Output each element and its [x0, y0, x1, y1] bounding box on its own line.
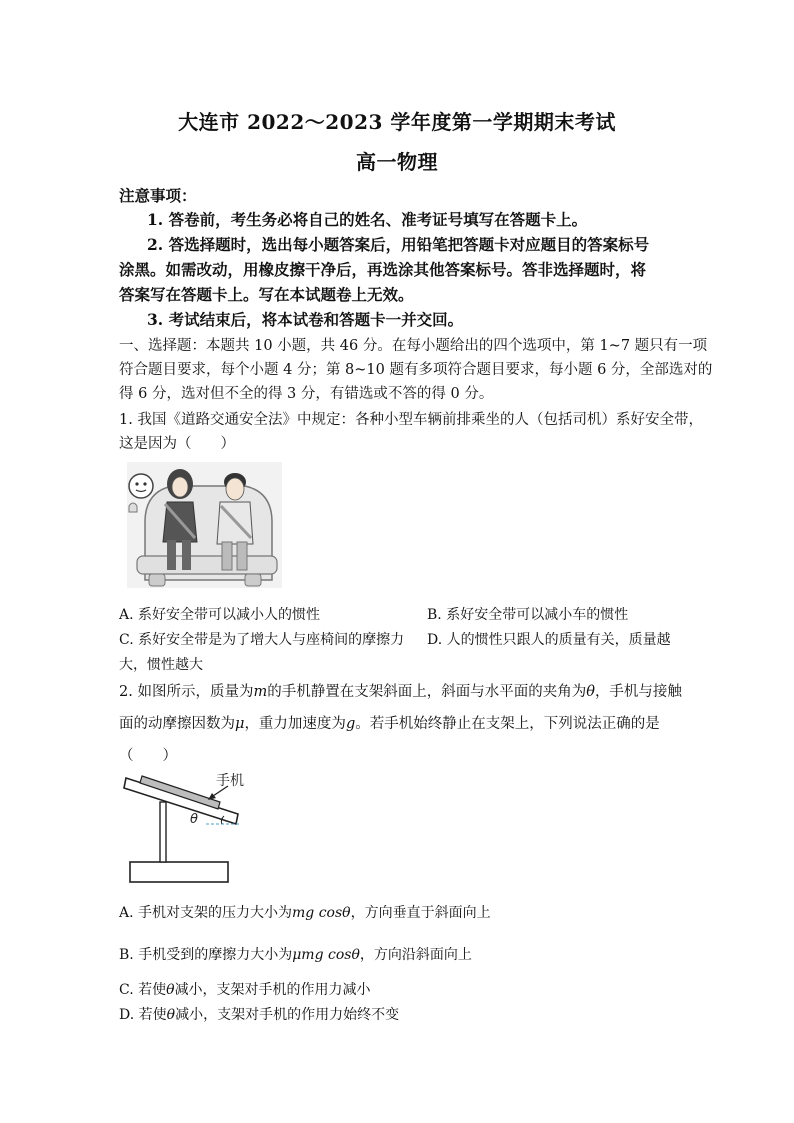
notice-heading: 注意事项： — [119, 186, 197, 205]
q1-option-c: C. 系好安全带是为了增大人与座椅间的摩擦力 — [119, 632, 405, 648]
q1-stem: 1. 我国《道路交通安全法》中规定：各种小型车辆前排乘坐的人（包括司机）系好安全带， — [119, 412, 703, 428]
q1-car-illustration — [127, 462, 282, 588]
exam-title: 大连市 2022～2023 学年度第一学期期末考试 — [178, 110, 616, 134]
q2-fig-label: 手机 — [216, 773, 244, 789]
q2-stem-2 — [119, 712, 660, 733]
q2-option-a — [119, 902, 491, 922]
q2-stem-part-2: 的手机静置在支架斜面上，斜面与水平面的夹角为 — [267, 684, 587, 700]
q2-var-m: m — [253, 684, 268, 700]
q2-answer-paren: （ ） — [119, 748, 177, 764]
q2-option-d-text-2: 减小，支架对手机的作用力始终不变 — [175, 1007, 400, 1023]
exam-subject: 高一物理 — [356, 150, 438, 174]
q1-option-d: D. 人的惯性只跟人的质量有关，质量越 — [427, 632, 671, 648]
q2-option-d-theta: θ — [166, 1007, 176, 1023]
q2-option-c-text: C. 若使 — [119, 982, 167, 998]
q2-stem2-part-1: 面的动摩擦因数为 — [119, 716, 235, 732]
q2-option-c-text-2: 减小，支架对手机的作用力减小 — [174, 982, 371, 998]
q2-option-b-formula: μmg cosθ — [292, 947, 360, 963]
q2-option-c-theta: θ — [166, 982, 175, 998]
q2-option-b — [119, 944, 472, 964]
q2-stem — [119, 680, 682, 701]
notice-item-1: 1. 答卷前，考生务必将自己的姓名、准考证号填写在答题卡上。 — [147, 210, 588, 229]
notice-item-3: 3. 考试结束后，将本试卷和答题卡一并交回。 — [147, 310, 464, 329]
q1-option-d-cont: 大，惯性越大 — [119, 657, 203, 673]
q1-stem-2: 这是因为（ ） — [119, 436, 235, 452]
q2-stem-part-1: 2. 如图所示，质量为 — [119, 684, 254, 700]
q2-stem2-part-2: ，重力加速度为 — [244, 716, 346, 732]
q2-stem-part-3: ，手机与接触 — [594, 684, 682, 700]
q2-option-d-text: D. 若使 — [119, 1007, 167, 1023]
q1-option-a: A. 系好安全带可以减小人的惯性 — [119, 607, 321, 623]
q2-stem2-part-3: 。若手机始终静止在支架上，下列说法正确的是 — [355, 716, 660, 732]
q2-option-a-formula: mg cosθ — [292, 905, 351, 921]
q2-fig-theta: θ — [190, 812, 198, 827]
notice-item-2: 2. 答选择题时，选出每小题答案后，用铅笔把答题卡对应题目的答案标号 — [147, 235, 650, 254]
q2-option-d — [119, 1004, 399, 1024]
q2-var-mu: μ — [235, 716, 245, 732]
q2-var-theta: θ — [586, 684, 595, 700]
section-instructions: 一、选择题：本题共 10 小题，共 46 分。在每小题给出的四个选项中，第 1~7 题只有一项 — [119, 338, 708, 354]
notice-item-2-cont2: 答案写在答题卡上。写在本试题卷上无效。 — [119, 285, 414, 304]
q2-option-a-text-2: ，方向垂直于斜面向上 — [350, 905, 491, 921]
q2-option-b-text: B. 手机受到的摩擦力大小为 — [119, 947, 293, 963]
q1-option-b: B. 系好安全带可以减小车的惯性 — [427, 607, 629, 623]
q2-stand-diagram — [120, 766, 270, 888]
q2-option-a-text: A. 手机对支架的压力大小为 — [119, 905, 293, 921]
q2-option-c — [119, 979, 371, 999]
section-instructions-2: 符合题目要求，每个小题 4 分；第 8~10 题有多项符合题目要求，每小题 6 分，全部选对的 — [119, 362, 713, 378]
q2-option-b-text-2: ，方向沿斜面向上 — [359, 947, 472, 963]
notice-item-2-cont: 涂黑。如需改动，用橡皮擦干净后，再选涂其他答案标号。答非选择题时，将 — [119, 260, 647, 279]
section-instructions-3: 得 6 分，选对但不全的得 3 分，有错选或不答的得 0 分。 — [119, 386, 494, 402]
q2-var-g: g — [345, 716, 356, 732]
